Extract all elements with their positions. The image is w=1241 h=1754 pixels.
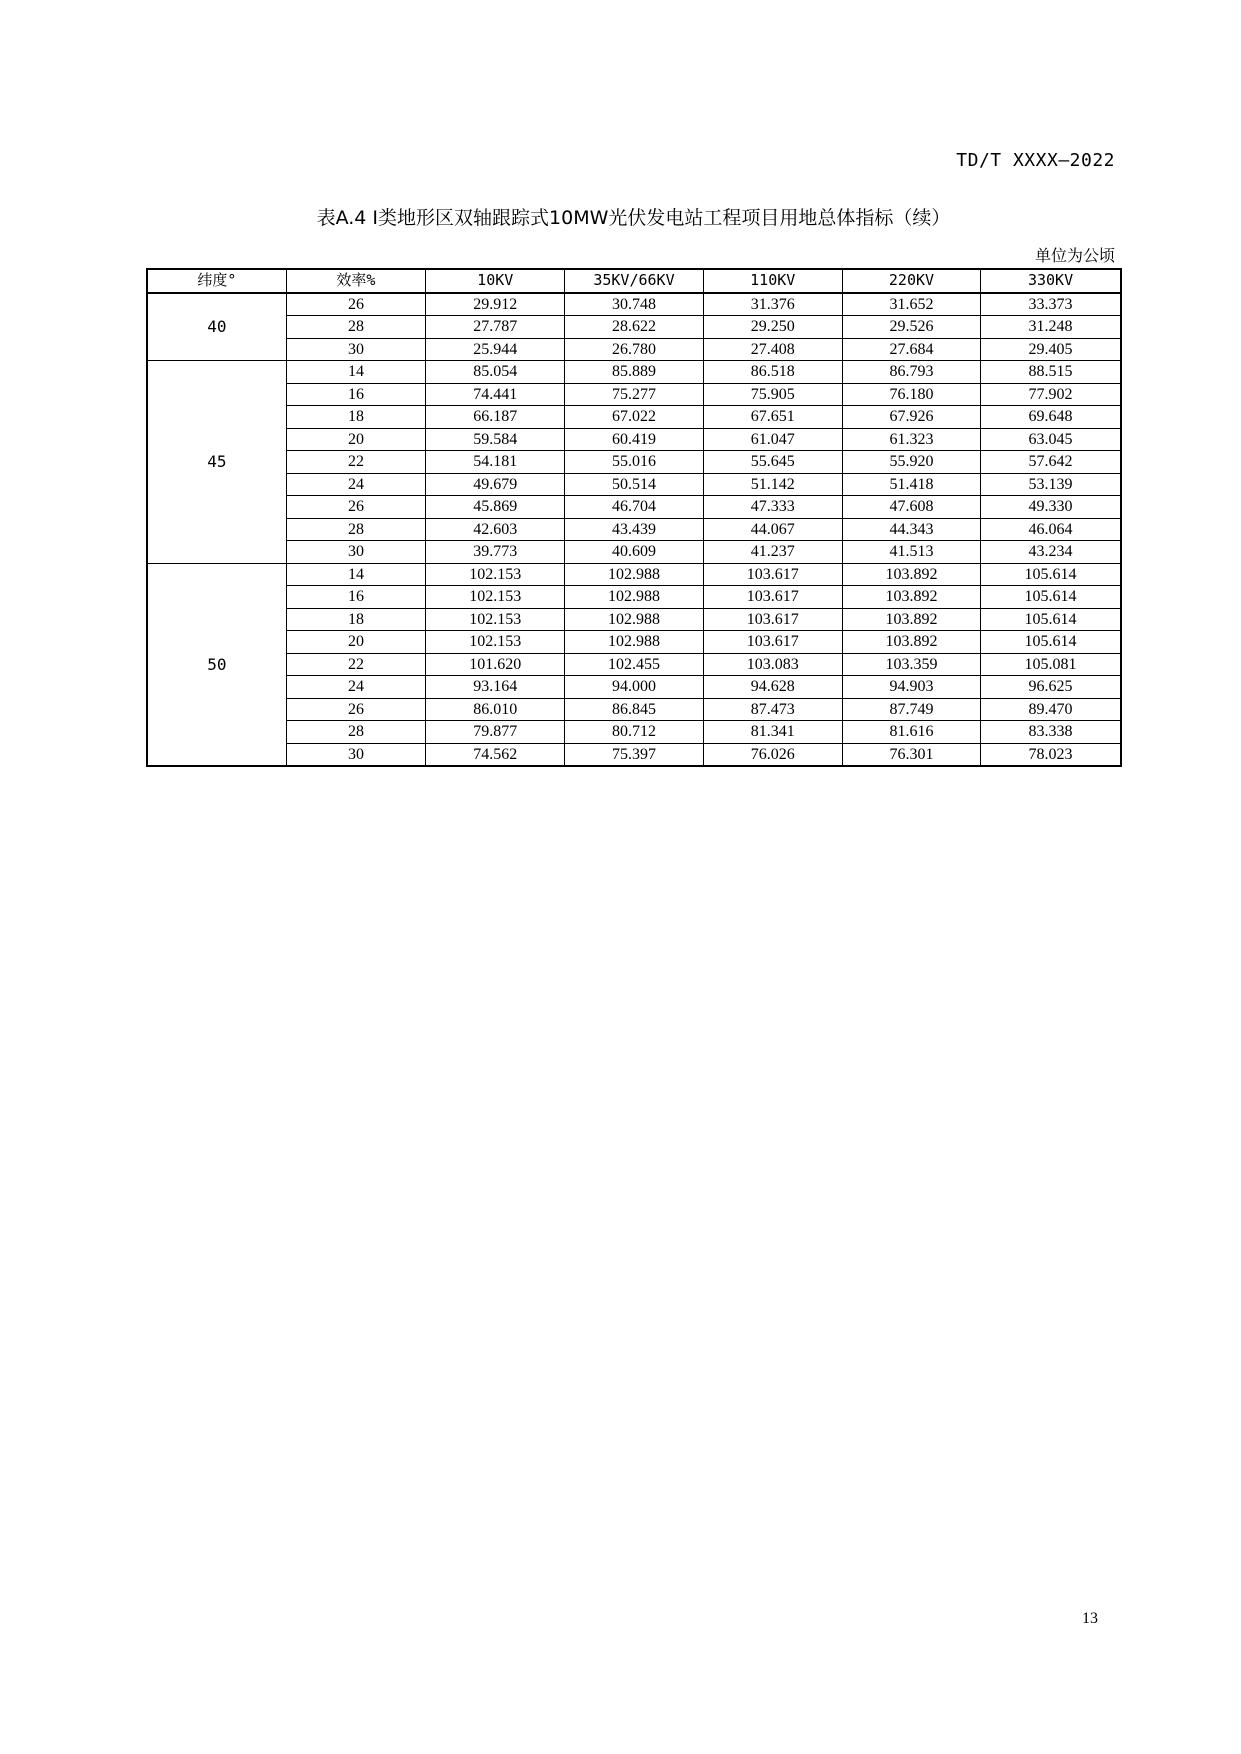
value-cell: 49.330 bbox=[981, 496, 1121, 519]
table-row bbox=[147, 653, 1121, 676]
efficiency-cell: 16 bbox=[286, 383, 425, 406]
value-cell: 66.187 bbox=[426, 406, 565, 429]
value-cell: 31.248 bbox=[981, 316, 1121, 339]
value-cell: 105.081 bbox=[981, 653, 1121, 676]
value-cell: 29.250 bbox=[703, 316, 842, 339]
value-cell: 103.892 bbox=[842, 563, 980, 586]
value-cell: 103.083 bbox=[703, 653, 842, 676]
value-cell: 46.704 bbox=[565, 496, 703, 519]
table-row bbox=[147, 338, 1121, 361]
value-cell: 103.892 bbox=[842, 608, 980, 631]
value-cell: 102.153 bbox=[426, 608, 565, 631]
value-cell: 76.301 bbox=[842, 743, 980, 766]
table-row bbox=[147, 293, 1121, 316]
value-cell: 103.892 bbox=[842, 631, 980, 654]
value-cell: 80.712 bbox=[565, 721, 703, 744]
value-cell: 79.877 bbox=[426, 721, 565, 744]
efficiency-cell: 18 bbox=[286, 406, 425, 429]
value-cell: 102.153 bbox=[426, 586, 565, 609]
efficiency-cell: 22 bbox=[286, 451, 425, 474]
value-cell: 67.926 bbox=[842, 406, 980, 429]
value-cell: 61.323 bbox=[842, 428, 980, 451]
efficiency-cell: 26 bbox=[286, 293, 425, 316]
value-cell: 31.376 bbox=[703, 293, 842, 316]
value-cell: 87.749 bbox=[842, 698, 980, 721]
latitude-cell: 40 bbox=[147, 293, 286, 361]
efficiency-cell: 30 bbox=[286, 743, 425, 766]
value-cell: 33.373 bbox=[981, 293, 1121, 316]
value-cell: 102.153 bbox=[426, 563, 565, 586]
value-cell: 105.614 bbox=[981, 563, 1121, 586]
value-cell: 103.359 bbox=[842, 653, 980, 676]
efficiency-cell: 28 bbox=[286, 721, 425, 744]
value-cell: 76.180 bbox=[842, 383, 980, 406]
value-cell: 53.139 bbox=[981, 473, 1121, 496]
value-cell: 85.889 bbox=[565, 361, 703, 384]
value-cell: 86.010 bbox=[426, 698, 565, 721]
efficiency-cell: 26 bbox=[286, 698, 425, 721]
efficiency-cell: 18 bbox=[286, 608, 425, 631]
table-row bbox=[147, 361, 1121, 384]
table-row bbox=[147, 406, 1121, 429]
value-cell: 77.902 bbox=[981, 383, 1121, 406]
table-row bbox=[147, 563, 1121, 586]
value-cell: 61.047 bbox=[703, 428, 842, 451]
value-cell: 46.064 bbox=[981, 518, 1121, 541]
value-cell: 39.773 bbox=[426, 541, 565, 564]
data-table bbox=[146, 268, 1122, 767]
value-cell: 75.905 bbox=[703, 383, 842, 406]
value-cell: 27.684 bbox=[842, 338, 980, 361]
table-row bbox=[147, 383, 1121, 406]
value-cell: 40.609 bbox=[565, 541, 703, 564]
value-cell: 102.455 bbox=[565, 653, 703, 676]
value-cell: 41.237 bbox=[703, 541, 842, 564]
value-cell: 75.277 bbox=[565, 383, 703, 406]
value-cell: 43.439 bbox=[565, 518, 703, 541]
value-cell: 31.652 bbox=[842, 293, 980, 316]
value-cell: 44.343 bbox=[842, 518, 980, 541]
column-header-10kv: 10KV bbox=[426, 269, 565, 293]
value-cell: 50.514 bbox=[565, 473, 703, 496]
value-cell: 103.617 bbox=[703, 608, 842, 631]
value-cell: 102.988 bbox=[565, 586, 703, 609]
value-cell: 74.441 bbox=[426, 383, 565, 406]
value-cell: 47.608 bbox=[842, 496, 980, 519]
value-cell: 26.780 bbox=[565, 338, 703, 361]
table-row bbox=[147, 451, 1121, 474]
value-cell: 102.153 bbox=[426, 631, 565, 654]
value-cell: 60.419 bbox=[565, 428, 703, 451]
value-cell: 103.617 bbox=[703, 586, 842, 609]
value-cell: 86.793 bbox=[842, 361, 980, 384]
value-cell: 67.022 bbox=[565, 406, 703, 429]
table-row bbox=[147, 631, 1121, 654]
table-row bbox=[147, 698, 1121, 721]
value-cell: 27.408 bbox=[703, 338, 842, 361]
table-row bbox=[147, 586, 1121, 609]
efficiency-cell: 14 bbox=[286, 361, 425, 384]
value-cell: 83.338 bbox=[981, 721, 1121, 744]
value-cell: 44.067 bbox=[703, 518, 842, 541]
value-cell: 43.234 bbox=[981, 541, 1121, 564]
page-number: 13 bbox=[1082, 1610, 1098, 1627]
value-cell: 75.397 bbox=[565, 743, 703, 766]
value-cell: 105.614 bbox=[981, 631, 1121, 654]
value-cell: 87.473 bbox=[703, 698, 842, 721]
efficiency-cell: 28 bbox=[286, 316, 425, 339]
value-cell: 28.622 bbox=[565, 316, 703, 339]
value-cell: 78.023 bbox=[981, 743, 1121, 766]
latitude-cell: 50 bbox=[147, 563, 286, 766]
efficiency-cell: 28 bbox=[286, 518, 425, 541]
latitude-cell: 45 bbox=[147, 361, 286, 564]
table-row bbox=[147, 721, 1121, 744]
value-cell: 69.648 bbox=[981, 406, 1121, 429]
value-cell: 30.748 bbox=[565, 293, 703, 316]
value-cell: 57.642 bbox=[981, 451, 1121, 474]
efficiency-cell: 26 bbox=[286, 496, 425, 519]
value-cell: 29.405 bbox=[981, 338, 1121, 361]
value-cell: 59.584 bbox=[426, 428, 565, 451]
value-cell: 85.054 bbox=[426, 361, 565, 384]
efficiency-cell: 30 bbox=[286, 338, 425, 361]
value-cell: 51.418 bbox=[842, 473, 980, 496]
value-cell: 42.603 bbox=[426, 518, 565, 541]
value-cell: 49.679 bbox=[426, 473, 565, 496]
table-title: 表A.4 Ⅰ类地形区双轴跟踪式10MW光伏发电站工程项目用地总体指标（续） bbox=[316, 207, 951, 229]
value-cell: 103.892 bbox=[842, 586, 980, 609]
efficiency-cell: 20 bbox=[286, 428, 425, 451]
table-row bbox=[147, 608, 1121, 631]
value-cell: 41.513 bbox=[842, 541, 980, 564]
header-row bbox=[147, 269, 1121, 293]
table-row bbox=[147, 541, 1121, 564]
value-cell: 105.614 bbox=[981, 586, 1121, 609]
column-header-35kv-66kv: 35KV/66KV bbox=[565, 269, 703, 293]
efficiency-cell: 16 bbox=[286, 586, 425, 609]
value-cell: 102.988 bbox=[565, 631, 703, 654]
value-cell: 102.988 bbox=[565, 608, 703, 631]
efficiency-cell: 14 bbox=[286, 563, 425, 586]
unit-note: 单位为公顷 bbox=[1034, 246, 1115, 265]
value-cell: 81.616 bbox=[842, 721, 980, 744]
value-cell: 103.617 bbox=[703, 563, 842, 586]
value-cell: 86.518 bbox=[703, 361, 842, 384]
value-cell: 103.617 bbox=[703, 631, 842, 654]
table-row bbox=[147, 676, 1121, 699]
value-cell: 47.333 bbox=[703, 496, 842, 519]
value-cell: 76.026 bbox=[703, 743, 842, 766]
efficiency-cell: 24 bbox=[286, 676, 425, 699]
value-cell: 94.000 bbox=[565, 676, 703, 699]
efficiency-cell: 30 bbox=[286, 541, 425, 564]
value-cell: 55.645 bbox=[703, 451, 842, 474]
table-body bbox=[147, 293, 1121, 767]
value-cell: 63.045 bbox=[981, 428, 1121, 451]
value-cell: 55.920 bbox=[842, 451, 980, 474]
value-cell: 25.944 bbox=[426, 338, 565, 361]
value-cell: 88.515 bbox=[981, 361, 1121, 384]
table-row bbox=[147, 473, 1121, 496]
value-cell: 54.181 bbox=[426, 451, 565, 474]
table-row bbox=[147, 743, 1121, 766]
value-cell: 81.341 bbox=[703, 721, 842, 744]
value-cell: 29.912 bbox=[426, 293, 565, 316]
efficiency-cell: 24 bbox=[286, 473, 425, 496]
value-cell: 74.562 bbox=[426, 743, 565, 766]
efficiency-cell: 22 bbox=[286, 653, 425, 676]
column-header-330kv: 330KV bbox=[981, 269, 1121, 293]
value-cell: 89.470 bbox=[981, 698, 1121, 721]
value-cell: 105.614 bbox=[981, 608, 1121, 631]
value-cell: 55.016 bbox=[565, 451, 703, 474]
document-code: TD/T XXXX—2022 bbox=[956, 150, 1115, 171]
value-cell: 29.526 bbox=[842, 316, 980, 339]
efficiency-cell: 20 bbox=[286, 631, 425, 654]
value-cell: 93.164 bbox=[426, 676, 565, 699]
value-cell: 86.845 bbox=[565, 698, 703, 721]
value-cell: 94.903 bbox=[842, 676, 980, 699]
value-cell: 67.651 bbox=[703, 406, 842, 429]
column-header-latitude: 纬度° bbox=[147, 269, 286, 293]
value-cell: 102.988 bbox=[565, 563, 703, 586]
value-cell: 45.869 bbox=[426, 496, 565, 519]
column-header-efficiency: 效率% bbox=[286, 269, 425, 293]
table-row bbox=[147, 496, 1121, 519]
value-cell: 94.628 bbox=[703, 676, 842, 699]
table-row bbox=[147, 316, 1121, 339]
column-header-220kv: 220KV bbox=[842, 269, 980, 293]
table-row bbox=[147, 518, 1121, 541]
value-cell: 96.625 bbox=[981, 676, 1121, 699]
table-header bbox=[147, 269, 1121, 293]
value-cell: 51.142 bbox=[703, 473, 842, 496]
value-cell: 27.787 bbox=[426, 316, 565, 339]
value-cell: 101.620 bbox=[426, 653, 565, 676]
table-row bbox=[147, 428, 1121, 451]
column-header-110kv: 110KV bbox=[703, 269, 842, 293]
